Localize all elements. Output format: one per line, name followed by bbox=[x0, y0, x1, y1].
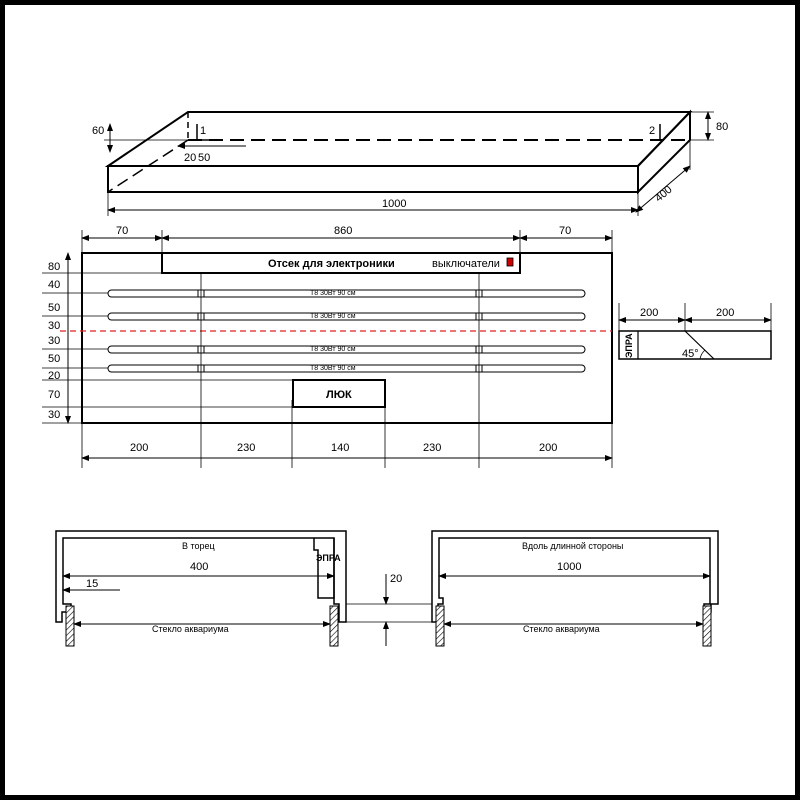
end-width-label: 400 bbox=[190, 561, 209, 573]
switches-label: выключатели bbox=[432, 258, 500, 270]
dim-50-label: 50 bbox=[198, 152, 211, 164]
profile-dim-b-label: 200 bbox=[716, 307, 735, 319]
lamp-label-3: Т8 30Вт 90 см bbox=[310, 346, 356, 353]
gap-label: 20 bbox=[390, 573, 403, 585]
dim-1000-label: 1000 bbox=[382, 198, 407, 210]
end-ballast-label: ЭПРА bbox=[316, 553, 341, 563]
compartment-label: Отсек для электроники bbox=[268, 258, 395, 270]
top-dim-label-70-left: 70 bbox=[116, 225, 129, 237]
hatch-label: ЛЮК bbox=[326, 389, 352, 401]
dim-60-label: 60 bbox=[92, 125, 105, 137]
long-glass-label: Стекло аквариума bbox=[523, 624, 600, 634]
bottom-dim-label: 200 bbox=[130, 442, 149, 454]
bottom-dim-label: 140 bbox=[331, 442, 350, 454]
lamp-label-4: Т8 30Вт 90 см bbox=[310, 365, 356, 372]
end-dim-15-label: 15 bbox=[86, 578, 99, 590]
bottom-dim-label: 230 bbox=[423, 442, 442, 454]
left-dim-label: 70 bbox=[48, 389, 61, 401]
dim-20-label: 20 bbox=[184, 152, 197, 164]
long-width-label: 1000 bbox=[557, 561, 582, 573]
left-dim-label: 20 bbox=[48, 370, 61, 382]
glass-wall-left bbox=[66, 606, 74, 646]
left-dim-label: 80 bbox=[48, 261, 61, 273]
profile-ballast-label: ЭПРА bbox=[624, 333, 634, 358]
marker-1-label: 1 bbox=[200, 125, 207, 137]
lamp-label-1: Т8 30Вт 90 см bbox=[310, 290, 356, 297]
long-glass-wall-right bbox=[703, 606, 711, 646]
drawing-sheet bbox=[5, 5, 795, 795]
switch-indicator bbox=[507, 258, 513, 266]
top-dim-label-70-right: 70 bbox=[559, 225, 572, 237]
left-dim-label: 50 bbox=[48, 353, 61, 365]
profile-angle-label: 45° bbox=[682, 348, 699, 360]
left-dim-label: 30 bbox=[48, 409, 61, 421]
long-title: Вдоль длинной стороны bbox=[522, 541, 624, 551]
profile-dim-a-label: 200 bbox=[640, 307, 659, 319]
long-glass-wall-left bbox=[436, 606, 444, 646]
dim-400-label: 400 bbox=[652, 183, 675, 205]
left-dim-label: 30 bbox=[48, 335, 61, 347]
left-dim-label: 40 bbox=[48, 279, 61, 291]
end-title: В торец bbox=[182, 541, 215, 551]
end-glass-label: Стекло аквариума bbox=[152, 624, 229, 634]
top-dim-label-860: 860 bbox=[334, 225, 353, 237]
bottom-dim-label: 200 bbox=[539, 442, 558, 454]
bottom-dim-label: 230 bbox=[237, 442, 256, 454]
left-dim-label: 30 bbox=[48, 320, 61, 332]
marker-2-label: 2 bbox=[649, 125, 656, 137]
dim-80-label: 80 bbox=[716, 121, 729, 133]
sheet-background bbox=[5, 5, 795, 795]
glass-wall-right bbox=[330, 606, 338, 646]
left-dim-label: 50 bbox=[48, 302, 61, 314]
lamp-label-2: Т8 30Вт 90 см bbox=[310, 313, 356, 320]
